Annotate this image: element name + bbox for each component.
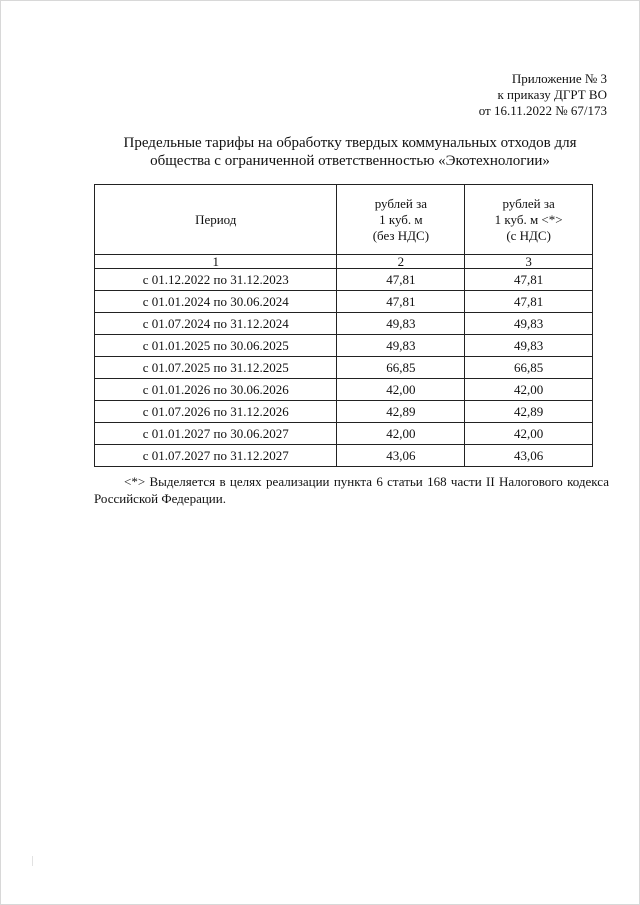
appendix-reference: [479, 71, 607, 119]
period-cell: с 01.01.2024 по 30.06.2024: [95, 291, 337, 313]
price-without-vat-cell: 42,00: [337, 423, 465, 445]
price-with-vat-cell: 47,81: [465, 269, 593, 291]
tariff-table: [94, 184, 593, 467]
vat-footnote: <*> Выделяется в целях реализации пункта 6 статьи 168 части II Налогового кодекса Российской Федерации.: [94, 474, 609, 506]
header-col2-line-2: 1 куб. м: [379, 211, 423, 227]
price-with-vat-cell: 66,85: [465, 357, 593, 379]
price-with-vat-cell: 43,06: [465, 445, 593, 467]
table-row: [95, 423, 593, 445]
column-number: 2: [337, 255, 465, 269]
period-cell: с 01.01.2025 по 30.06.2025: [95, 335, 337, 357]
header-price-without-vat: [337, 185, 465, 255]
column-number-row: [95, 255, 593, 269]
period-cell: с 01.01.2026 по 30.06.2026: [95, 379, 337, 401]
period-cell: с 01.07.2026 по 31.12.2026: [95, 401, 337, 423]
header-period: Период: [95, 185, 337, 255]
table-row: [95, 313, 593, 335]
table-row: [95, 401, 593, 423]
price-without-vat-cell: 49,83: [337, 313, 465, 335]
price-without-vat-cell: 43,06: [337, 445, 465, 467]
period-cell: с 01.07.2024 по 31.12.2024: [95, 313, 337, 335]
document-title-line-1: Предельные тарифы на обработку твердых коммунальных отходов для: [123, 135, 577, 151]
table-row: [95, 291, 593, 313]
period-cell: с 01.12.2022 по 31.12.2023: [95, 269, 337, 291]
price-with-vat-cell: 49,83: [465, 335, 593, 357]
appendix-number: Приложение № 3: [511, 71, 607, 86]
appendix-order-date: от 16.11.2022 № 67/173: [478, 103, 607, 118]
table-row: [95, 379, 593, 401]
price-with-vat-cell: 42,00: [465, 423, 593, 445]
appendix-order: к приказу ДГРТ ВО: [497, 87, 607, 102]
header-col2-line-3: (без НДС): [372, 227, 430, 243]
scan-artifact: [32, 856, 33, 866]
table-row: [95, 269, 593, 291]
price-with-vat-cell: 42,89: [465, 401, 593, 423]
price-with-vat-cell: 47,81: [465, 291, 593, 313]
header-col3-line-3: (с НДС): [506, 227, 551, 243]
document-title-line-2: общества с ограниченной ответственностью «Экотехнологии»: [150, 153, 550, 169]
header-price-with-vat: [465, 185, 593, 255]
table-header-row: [95, 185, 593, 255]
price-without-vat-cell: 49,83: [337, 335, 465, 357]
price-without-vat-cell: 47,81: [337, 269, 465, 291]
period-cell: с 01.07.2025 по 31.12.2025: [95, 357, 337, 379]
period-cell: с 01.07.2027 по 31.12.2027: [95, 445, 337, 467]
table-row: [95, 335, 593, 357]
price-without-vat-cell: 42,00: [337, 379, 465, 401]
header-col3-line-2: 1 куб. м <*>: [494, 211, 563, 227]
column-number: 3: [465, 255, 593, 269]
price-without-vat-cell: 47,81: [337, 291, 465, 313]
price-without-vat-cell: 66,85: [337, 357, 465, 379]
document-title: [0, 134, 640, 170]
header-col2-line-1: рублей за: [374, 195, 428, 211]
price-without-vat-cell: 42,89: [337, 401, 465, 423]
table-row: [95, 357, 593, 379]
column-number: 1: [95, 255, 337, 269]
table-row: [95, 445, 593, 467]
period-cell: с 01.01.2027 по 30.06.2027: [95, 423, 337, 445]
price-with-vat-cell: 42,00: [465, 379, 593, 401]
header-col3-line-1: рублей за: [502, 195, 555, 211]
price-with-vat-cell: 49,83: [465, 313, 593, 335]
